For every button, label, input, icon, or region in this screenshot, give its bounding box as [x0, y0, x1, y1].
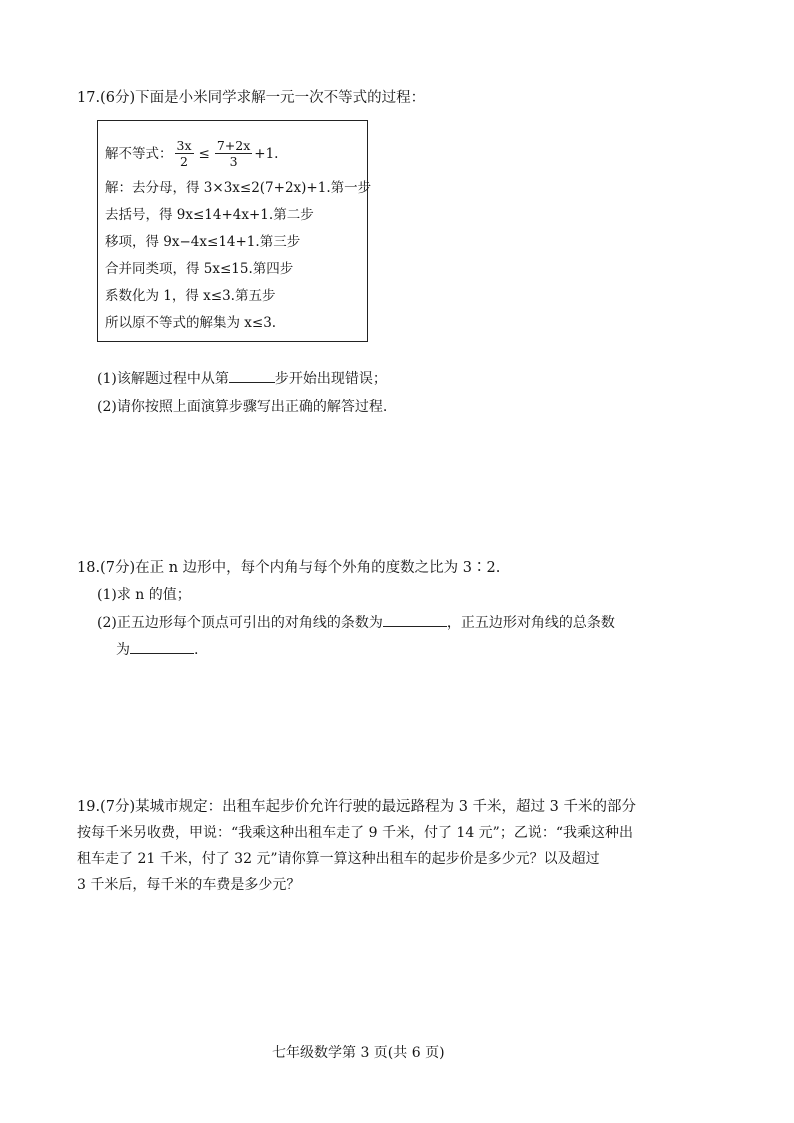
q17-step-3: 移项，得 9x−4x≤14+1.第三步 [105, 234, 301, 250]
q17-frac2-numerator: 7+2x [216, 138, 251, 153]
q17-frac1-numerator: 3x [176, 138, 192, 153]
q17-frac2-denominator: 3 [229, 154, 238, 169]
q17-sub1-post: 步开始出现错误； [274, 371, 387, 387]
q17-solution-box [97, 120, 372, 342]
q18-sub2-pre: (2)正五边形每个顶点可引出的对角线的条数为 [97, 615, 383, 631]
q17-sub2: (2)请你按照上面演算步骤写出正确的解答过程. [97, 399, 388, 415]
q17-step-5: 系数化为 1，得 x≤3.第五步 [105, 288, 276, 304]
q18-diagonals-per-vertex-blank[interactable] [383, 612, 447, 627]
q19-line-1: 19.(7分)某城市规定：出租车起步价允许行驶的最远路程为 3 千米，超过 3 千米的部分 [77, 799, 636, 815]
q17-frac1-denominator: 2 [180, 154, 188, 169]
q19-line-3: 租车走了 21 千米，付了 32 元”请你算一算这种出租车的起步价是多少元？以及超过 [77, 851, 600, 867]
q19-line-4: 3 千米后，每千米的车费是多少元？ [77, 877, 301, 893]
q17-sub1-pre: (1)该解题过程中从第 [97, 371, 229, 387]
q18-sub2-line2-post: . [194, 642, 199, 658]
q17-le-sign: ≤ [198, 145, 210, 162]
q17-inequality [105, 138, 278, 169]
q18-title: 18.(7分)在正 n 边形中，每个内角与每个外角的度数之比为 3∶2. [77, 560, 501, 576]
q17-inequality-prefix: 解不等式： [105, 145, 173, 162]
q18-sub2-line2 [116, 639, 198, 660]
q17-sub1-answer-blank[interactable] [229, 368, 275, 383]
q18-total-diagonals-blank[interactable] [130, 639, 194, 654]
q17-step-4: 合并同类项，得 5x≤15.第四步 [105, 261, 294, 277]
q18-sub1: (1)求 n 的值； [97, 587, 191, 603]
q17-conclusion: 所以原不等式的解集为 x≤3. [105, 315, 277, 331]
q18-sub2 [97, 612, 615, 633]
q17-title: 17.(6分)下面是小米同学求解一元一次不等式的过程： [77, 90, 426, 106]
q18-sub2-line2-pre: 为 [116, 642, 130, 658]
q17-step-2: 去括号，得 9x≤14+4x+1.第二步 [105, 207, 314, 223]
q18-sub2-mid: ，正五边形对角线的总条数 [446, 615, 615, 631]
page-footer: 七年级数学第 3 页(共 6 页) [272, 1045, 445, 1061]
q17-fraction-2 [215, 138, 252, 169]
q19-line-2: 按每千米另收费，甲说：“我乘这种出租车走了 9 千米，付了 14 元”；乙说：“我乘这种出 [77, 825, 633, 841]
q17-fraction-1 [175, 138, 194, 169]
q17-inequality-suffix: +1. [254, 145, 279, 162]
q17-sub1 [97, 368, 387, 389]
q17-step-1: 解：去分母，得 3×3x≤2(7+2x)+1.第一步 [105, 180, 372, 196]
